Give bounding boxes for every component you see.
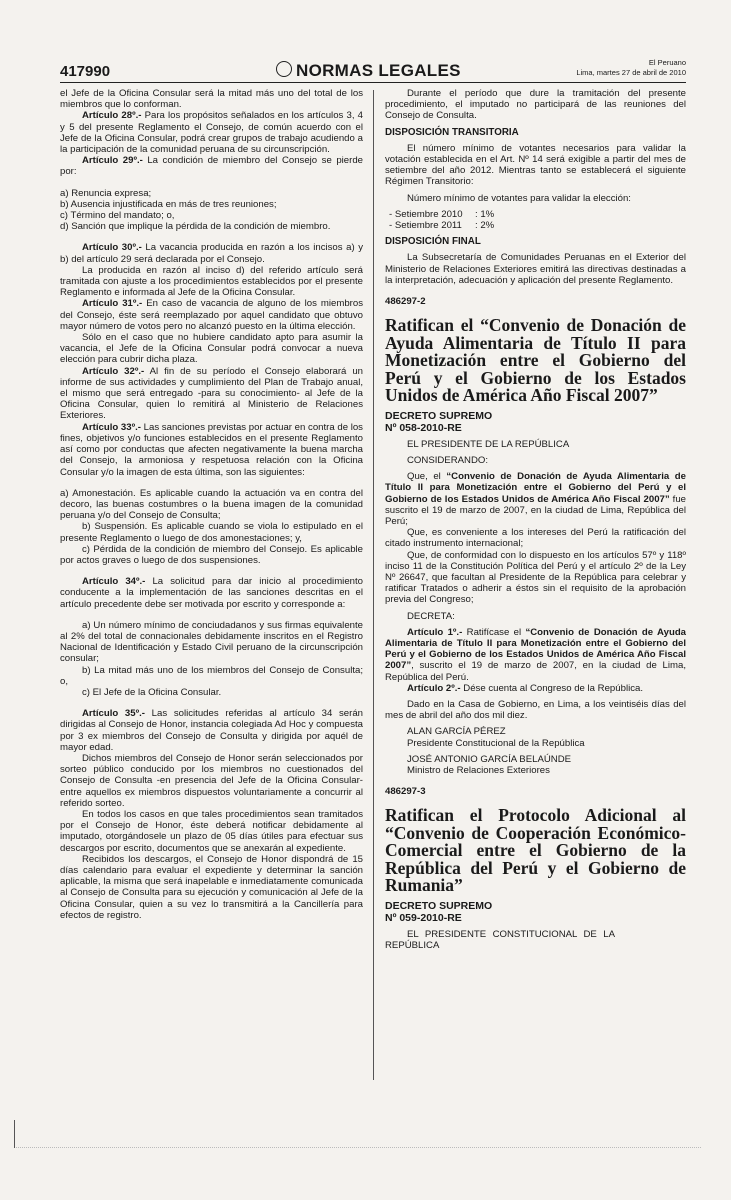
article-text: La solicitud para dar inicio al procedimiento conducente a la implementación de las sanciones descritas en el artículo precedente debe ser motivada por escrito y corresponde a: [60,576,363,610]
article-heading: Artículo 32º.- [82,365,145,377]
text: , suscrito el 19 de marzo de 2007, en la ciudad de Lima, República del Perú. [385,660,686,683]
article-30 [60,242,363,264]
document-code: 486297-3 [385,786,426,798]
row-value: : 2% [475,220,495,232]
article-31 [60,298,363,332]
article-text: Las sanciones previstas por actuar en contra de los fines, objetivos y/o funciones establecidos en el presente Reglamento así como por conductas que afecten negativamente la buena marcha del Consejo, la armoniosa y respetuosa relación con la Oficina Consular y/o la imagen de esta última, son las siguientes: [60,421,363,478]
whereas-3: Que, de conformidad con lo dispuesto en los artículos 57º y 118º inciso 11 de la Constitución Política del Perú y el artículo 2º de la Ley Nº 26647, que facultan al Presidente de la República para celebrar y ratificar Tratados o adherir a éstos sin el requisito de la aprobación previa del Congreso; [385,549,686,606]
article-heading: Artículo 29º.- [82,155,143,167]
decree-number: Nº 058-2010-RE [385,421,462,434]
column-divider [373,90,374,1080]
transition-row [385,220,686,231]
section-heading: DISPOSICIÓN FINAL [385,236,481,248]
page-edge [16,1147,701,1148]
list-item: d) Sanción que implique la pérdida de la condición de miembro. [60,221,331,233]
article-29 [60,155,363,177]
article-34 [60,576,363,610]
article-heading: Artículo 35º.- [82,708,145,720]
list-item: a) Amonestación. Es aplicable cuando la actuación va en contra del decoro, las buenas costumbres o la buena imagen de la comunidad peruana y/o del Consejo de Consulta; [60,487,363,522]
row-label: - Setiembre 2011 [389,220,462,232]
decree-article-2 [385,683,686,694]
row-value: : 1% [475,208,495,220]
decree-number: Nº 059-2010-RE [385,911,462,924]
paragraph: Durante el período que dure la tramitación del presente procedimiento, el imputado no participará de las reuniones del Consejo de Consulta. [385,88,686,122]
article-text: La vacancia producida en razón a los incisos a) y b) del artículo 29 será declarada por el Consejo. [60,242,363,265]
article-35 [60,708,363,753]
paragraph: EL PRESIDENTE DE LA REPÚBLICA [407,438,570,450]
article-text: Al fin de su período el Consejo elaborará un informe de sus actividades y cumplimiento del Plan de Trabajo anual, el mismo que será entregado -para su conocimiento- al Jefe de la Oficina Consular, quien lo remitirá al Ministerio de Relaciones Exteriores. [60,365,363,422]
article-heading: Artículo 30º.- [82,242,142,254]
transition-row [385,209,686,220]
article-28 [60,110,363,155]
paragraph: EL PRESIDENTE CONSTITUCIONAL DE LA REPÚBLICA [385,928,615,952]
paragraph: La producida en razón al inciso d) del referido artículo será tramitada con ajuste a los procedimientos establecidos por el presente Reglamento e informada al Jefe de la Oficina Consular. [60,264,363,299]
list-item: c) Pérdida de la condición de miembro del Consejo. Es aplicable por actos graves o luego de dos suspensiones. [60,543,363,566]
paragraph: CONSIDERANDO: [407,454,489,466]
signatory-role: Ministro de Relaciones Exteriores [407,765,550,777]
paragraph: Recibidos los descargos, el Consejo de Honor dispondrá de 15 días calendario para evaluar el expediente y determinar la sanción aplicable, la misma que será inapelable e inmediatamente comunicada al Consejo de Consulta para su ejecución y comunicación al Jefe de la Oficina Consular, quien a su vez lo transmitirá a la Cancillería para efectos de registro. [60,853,363,921]
article-33 [60,422,363,478]
paragraph: Número mínimo de votantes para validar la elección: [407,192,631,204]
document-code: 486297-2 [385,296,426,308]
list-item: c) Término del mandato; o, [60,210,175,222]
list-item: a) Un número mínimo de conciudadanos y sus firmas equivalente al 2% del total de connacionales debidamente inscritos en el Registro Nacional de Identificación y Estado Civil peruano de la circunscripción consular; [60,619,363,665]
article-heading: Artículo 28º.- [82,110,142,122]
decree-label: DECRETO SUPREMO [385,409,493,422]
signatory-name: JOSÉ ANTONIO GARCÍA BELAÚNDE [407,753,572,765]
whereas-1 [385,471,686,527]
header-rule [60,82,686,83]
decree-label: DECRETO SUPREMO [385,899,493,912]
paragraph: DECRETA: [407,610,455,622]
right-column [385,88,686,951]
decree-title: Ratifican el Protocolo Adicional al “Convenio de Cooperación Económico-Comercial entre el Gobierno de la República del Perú y el Gobierno de Rumania” [385,805,686,896]
paragraph: el Jefe de la Oficina Consular será la mitad más uno del total de los miembros que lo conforman. [60,88,363,111]
article-heading: Artículo 33º.- [82,421,141,433]
publication-title [276,61,461,81]
treaty-name: “Convenio de Donación de Ayuda Alimentaria de Título II para Monetización entre el Gobierno del Perú y el Gobierno de los Estados Unidos de América Año Fiscal 2007” [385,626,687,672]
article-text: En caso de vacancia de alguno de los miembros del Consejo, éste será reemplazado por aquel candidato que obtuvo mayor número de votos pero no alcanzó puesto en la última elección. [60,298,363,332]
list-item: a) Renuncia expresa; [60,187,152,199]
scan-artifact [14,1120,15,1148]
paragraph: Dado en la Casa de Gobierno, en Lima, a los veintiséis días del mes de abril del año dos mil diez. [385,699,686,722]
crest-icon [276,61,292,77]
article-heading: Artículo 34º.- [82,576,146,588]
article-heading: Artículo 2º.- [407,682,461,694]
newspaper-name: El Peruano [648,58,686,67]
list-item: b) Suspensión. Es aplicable cuando se viola lo estipulado en el presente Reglamento o luego de dos amonestaciones; y, [60,521,363,544]
article-text: Para los propósitos señalados en los artículos 3, 4 y 5 del presente Reglamento el Consejo, de común acuerdo con el Jefe de la Oficina Consular, podrá crear grupos de trabajo acudiendo a la participación de la comunidad peruana de su circunscripción. [60,110,363,156]
article-heading: Artículo 1º.- [407,626,463,638]
paragraph: Dichos miembros del Consejo de Honor serán seleccionados por sorteo público conducido por los miembros no cuestionados del Consejo de Consulta -en presencia del Jefe de la Oficina Consular- entre aquellos ex miembros dispuestos voluntariamente a concurrir al referido sorteo. [60,752,363,809]
text: Que, el [407,471,447,483]
section-heading: DISPOSICIÓN TRANSITORIA [385,126,519,138]
text: Ratifícase el [462,626,526,638]
row-label: - Setiembre 2010 [389,208,463,220]
paragraph: La Subsecretaría de Comunidades Peruanas en el Exterior del Ministerio de Relaciones Exteriores emitirá las directivas destinadas a la interpretación, adecuación y aplicación del presente Reglamento. [385,252,686,286]
list-item: b) La mitad más uno de los miembros del Consejo de Consulta; o, [60,664,363,687]
article-text: Las solicitudes referidas al artículo 34 serán dirigidas al Consejo de Honor, instancia colegiada Ad Hoc y compuesta por 3 ex miembros del Consejo de Consulta y dirigida por aquél de mayor edad. [60,708,364,753]
text: Dése cuenta al Congreso de la República. [460,682,644,694]
article-text: La condición de miembro del Consejo se pierde por: [60,155,363,178]
paragraph: En todos los casos en que tales procedimientos sean tramitados por el Consejo de Honor, éste deberá notificar debidamente al imputado, otorgándosele un plazo de 05 días útiles para efectuar sus descargos por escrito, documentos que se anexarán al expediente. [60,808,363,854]
treaty-name: “Convenio de Donación de Ayuda Alimentaria de Título II para Monetización entre el Gobierno del Perú y el Gobierno de los Estados Unidos de América Año Fiscal 2007” [385,471,686,505]
issue-date: Lima, martes 27 de abril de 2010 [576,68,686,77]
decree-article-1 [385,627,686,683]
signatory-name: ALAN GARCÍA PÉREZ [407,726,506,738]
page-number: 417990 [60,63,111,80]
header-meta [576,58,686,78]
publication-name: NORMAS LEGALES [296,61,461,80]
paragraph: El número mínimo de votantes necesarios para validar la votación establecida en el Art. Nº 14 será exigible a partir del mes de setiembre del año 2012. Mientras tanto se establecerá el siguiente Régimen Transitorio: [385,142,686,188]
signatory-role: Presidente Constitucional de la República [407,737,585,749]
article-32 [60,366,363,422]
article-heading: Artículo 31º.- [82,298,143,310]
whereas-2: Que, es conveniente a los intereses del Perú la ratificación del citado instrumento internacional; [385,527,686,550]
left-column [60,88,363,921]
paragraph: Sólo en el caso que no hubiere candidato apto para asumir la vacancia, el Jefe de la Oficina Consular podrá convocar a nueva elección para cubrir dicha plaza. [60,332,363,366]
list-item: c) El Jefe de la Oficina Consular. [82,686,222,698]
list-item: b) Ausencia injustificada en más de tres reuniones; [60,198,277,210]
decree-title: Ratifican el “Convenio de Donación de Ayuda Alimentaria de Título II para Monetización entre el Gobierno del Perú y el Gobierno de los Estados Unidos de América Año Fiscal 2007” [385,315,686,406]
text: fue suscrito el 19 de marzo de 2007, en la ciudad de Lima, República del Perú; [385,493,686,527]
